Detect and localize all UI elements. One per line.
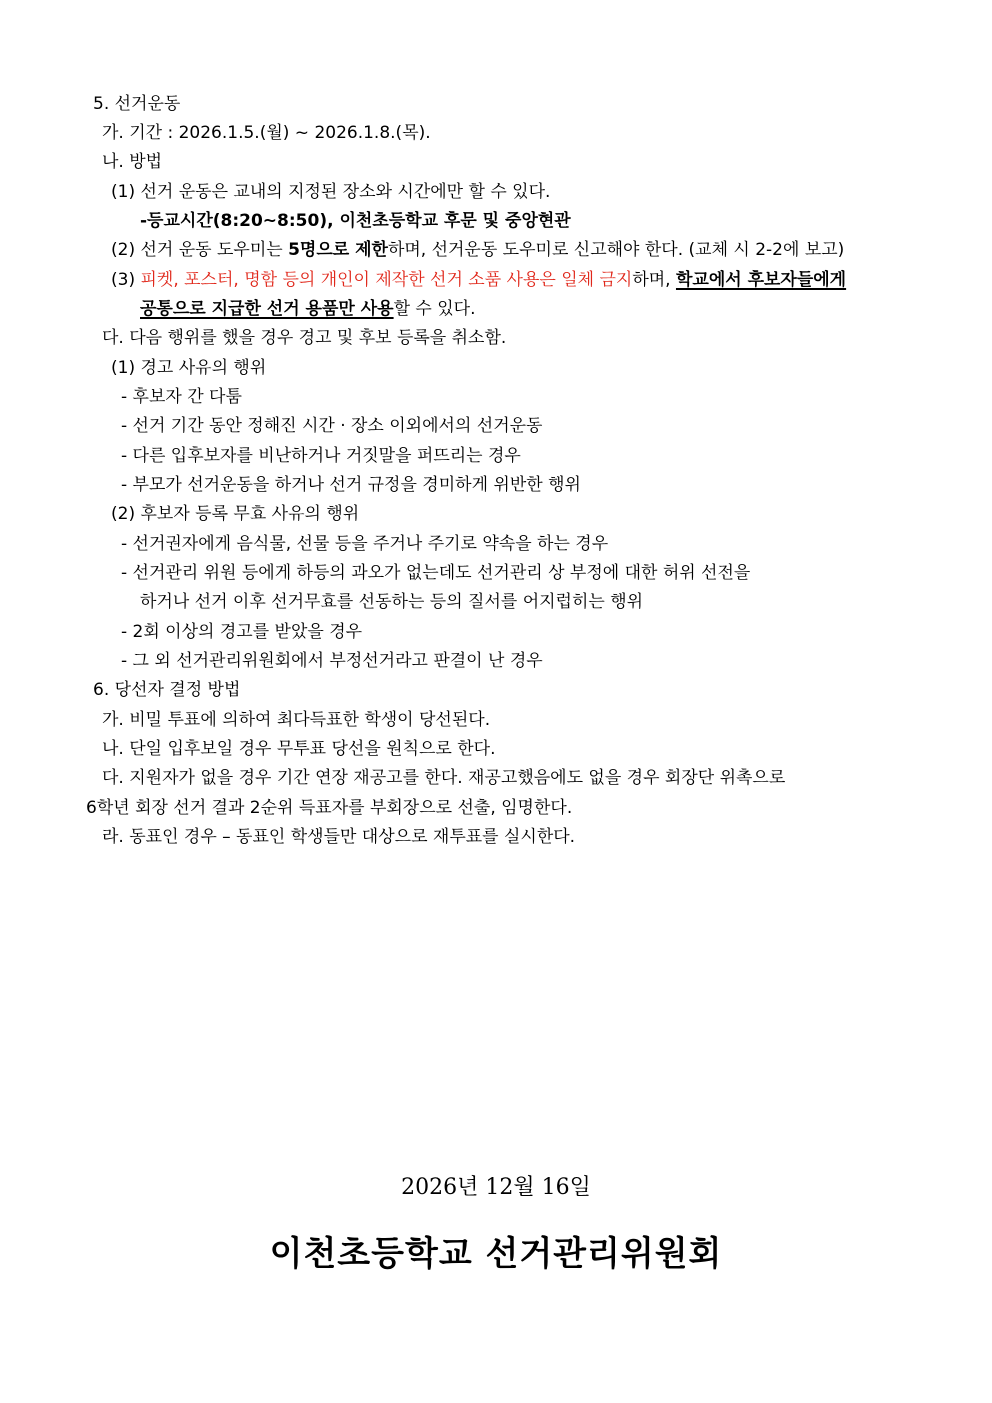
void-item: - 선거관리 위원 등에게 하등의 과오가 없는데도 선거관리 상 부정에 대한 허위 선전을 [121,563,751,583]
warning-heading: (1) 경고 사유의 행위 [111,358,267,378]
void-item: - 2회 이상의 경고를 받았을 경우 [121,622,363,642]
warning-item: - 다른 입후보자를 비난하거나 거짓말을 퍼뜨리는 경우 [121,446,521,466]
issuing-organization: 이천초등학교 선거관리위원회 [269,1234,723,1274]
warning-item: - 부모가 선거운동을 하거나 선거 규정을 경미하게 위반한 행위 [121,475,581,495]
warning-item: - 선거 기간 동안 정해진 시간 · 장소 이외에서의 선거운동 [121,416,543,436]
section-6-heading: 6. 당선자 결정 방법 [93,680,241,700]
helper-limit-emphasis: 5명으로 제한 [288,240,388,260]
school-supplied-emphasis-a: 학교에서 후보자들에게 [675,270,847,290]
winner-rule: 라. 동표인 경우 – 동표인 학생들만 대상으로 재투표를 실시한다. [102,827,576,847]
method-item-3-text-e: 할 수 있다. [393,299,476,319]
winner-rule: 가. 비밀 투표에 의하여 최다득표한 학생이 당선된다. [102,710,491,730]
document-date: 2026년 12월 16일 [401,1175,591,1200]
void-item: - 그 외 선거관리위원회에서 부정선거라고 판결이 난 경우 [121,651,543,671]
winner-rule: 나. 단일 입후보일 경우 무투표 당선을 원칙으로 한다. [102,739,496,759]
method-item-3-text-b: 하며, [632,270,676,290]
method-item-2-text-a: (2) 선거 운동 도우미는 [111,240,289,260]
winner-rule: 다. 지원자가 없을 경우 기간 연장 재공고를 한다. 재공고했음에도 없을 경우 회장단 위촉으로 [102,768,786,788]
method-item-2 [111,239,844,261]
prohibited-items-warning: 피켓, 포스터, 명함 등의 개인이 제작한 선거 소품 사용은 일체 금지 [140,270,633,290]
method-item-3-cont [140,298,476,320]
method-item-1-detail: -등교시간(8:20~8:50), 이천초등학교 후문 및 중앙현관 [140,211,571,231]
void-item: - 선거권자에게 음식물, 선물 등을 주거나 주기로 약속을 하는 경우 [121,534,609,554]
method-item-3 [111,269,846,291]
void-item-continuation: 하거나 선거 이후 선거무효를 선동하는 등의 질서를 어지럽히는 행위 [140,592,644,612]
method-item-2-text-c: 하며, 선거운동 도우미로 신고해야 한다. (교체 시 2-2에 보고) [387,240,845,260]
section-5-heading: 5. 선거운동 [93,94,181,114]
void-heading: (2) 후보자 등록 무효 사유의 행위 [111,504,360,524]
method-heading: 나. 방법 [102,152,163,172]
cancel-heading: 다. 다음 행위를 했을 경우 경고 및 후보 등록을 취소함. [102,328,507,348]
campaign-period: 가. 기간 : 2026.1.5.(월) ~ 2026.1.8.(목). [102,123,431,143]
warning-item: - 후보자 간 다툼 [121,387,242,407]
method-item-1: (1) 선거 운동은 교내의 지정된 장소와 시간에만 할 수 있다. [111,182,551,202]
winner-rule-continuation: 6학년 회장 선거 결과 2순위 득표자를 부회장으로 선출, 임명한다. [86,798,573,818]
method-item-3-number: (3) [111,270,141,290]
school-supplied-emphasis-b: 공통으로 지급한 선거 용품만 사용 [140,299,394,319]
